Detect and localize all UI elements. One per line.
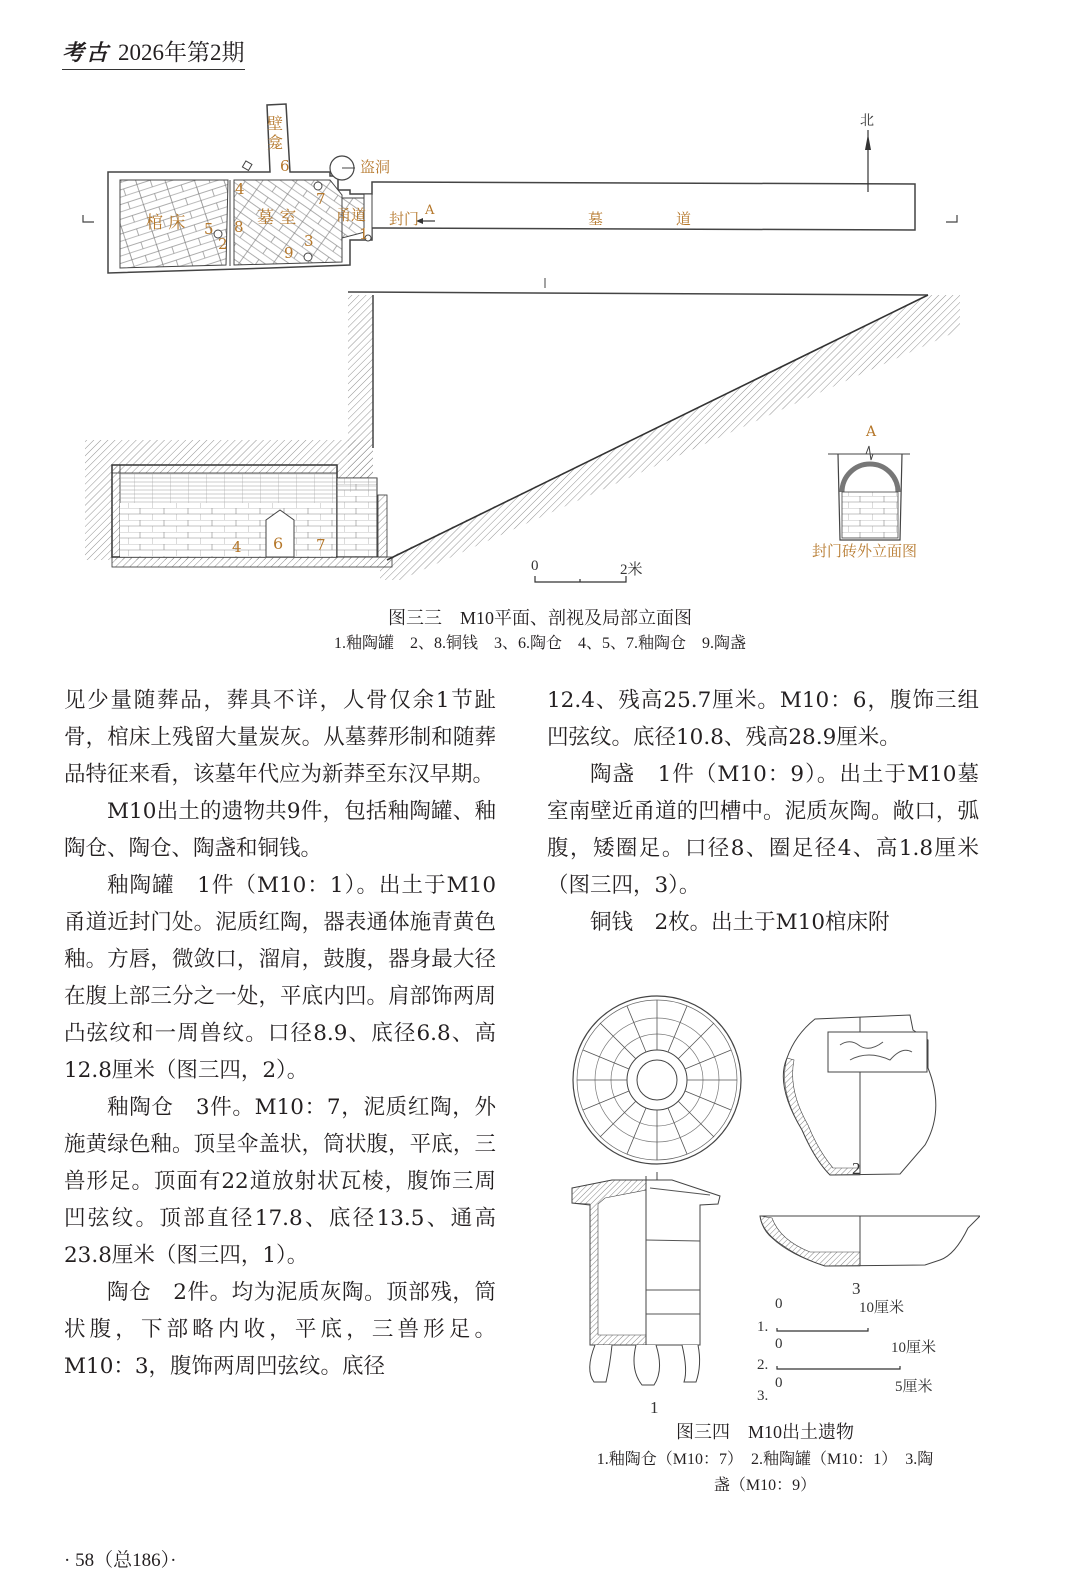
elevation-title: 封门砖外立面图 xyxy=(812,542,918,560)
label-seal-door: 封门 xyxy=(389,210,420,228)
scale-1-label: 1. xyxy=(757,1319,769,1335)
plan-item-8: 8 xyxy=(234,218,244,236)
label-passage: 甬道 xyxy=(336,206,367,224)
north-label: 北 xyxy=(860,113,874,129)
scale-1-zero: 0 xyxy=(775,1296,783,1312)
scale-3-zero: 0 xyxy=(775,1375,783,1391)
figure-34-caption-legend-1: 1.釉陶仓（M10：7） 2.釉陶罐（M10：1） 3.陶 xyxy=(596,1451,934,1468)
plan-item-7: 7 xyxy=(316,190,326,208)
artifact-label-1: 1 xyxy=(650,1398,659,1417)
scale-1-end: 10厘米 xyxy=(859,1300,905,1316)
plan-item-1: 1 xyxy=(359,225,369,243)
figure-34-caption-title: 图三四 M10出土遗物 xyxy=(675,1422,854,1442)
artifact-label-2: 2 xyxy=(852,1159,861,1178)
cup-section xyxy=(760,1216,980,1266)
paragraph: 12.4、残高25.7厘米。M10：6，腹饰三组凹弦纹。底径10.8、残高28.9厘米。 xyxy=(547,688,979,750)
artifact-label-3: 3 xyxy=(852,1279,861,1298)
granary-section xyxy=(572,1176,720,1385)
section-item-4: 4 xyxy=(232,538,242,556)
label-robber-hole: 盗洞 xyxy=(360,158,391,176)
label-coffin-bed: 棺 床 xyxy=(146,213,186,233)
paragraph: 釉陶罐 1件（M10：1）。出土于M10甬道近封门处。泥质红陶，器表通体施青黄色釉。方唇，微敛口，溜肩，鼓腹，器身最大径在腹上部三分之一处，平底内凹。肩部饰两周凸弦纹和一周兽纹。口径8.9、底径6.8、高12.8厘米（图三四，2）。 xyxy=(64,873,496,1083)
issue-label: 2026年第2期 xyxy=(118,40,245,65)
scale-zero: 0 xyxy=(531,558,539,574)
section-item-7: 7 xyxy=(316,536,326,554)
text-column-right xyxy=(547,682,979,941)
jar-section xyxy=(783,1015,936,1178)
journal-logo: 考古 xyxy=(62,40,111,66)
plan-item-4: 4 xyxy=(235,180,245,198)
page-number: · 58（总186）· xyxy=(64,1550,177,1571)
plan-item-6: 6 xyxy=(280,157,290,175)
label-chamber: 墓 室 xyxy=(257,208,297,228)
tomb-plan-section-svg xyxy=(80,100,980,600)
scale-end: 2米 xyxy=(620,562,643,578)
granary-top-view xyxy=(573,996,741,1182)
paragraph: 见少量随葬品，葬具不详，人骨仅余1节趾骨，棺床上残留大量炭灰。从墓葬形制和随葬品特征来看，该墓年代应为新莽至东汉早期。 xyxy=(64,688,496,787)
scale-2-label: 2. xyxy=(757,1357,769,1373)
paragraph: 釉陶仓 3件。M10：7，泥质红陶，外施黄绿色釉。顶呈伞盖状，筒状腹，平底，三兽形足。顶面有22道放射状瓦棱，腹饰三周凹弦纹。顶部直径17.8、底径13.5、通高23.8厘米（图三四，1）。 xyxy=(64,1095,496,1268)
plan-item-9: 9 xyxy=(284,244,294,262)
figure-33-drawing xyxy=(80,100,980,600)
label-ramp-2: 道 xyxy=(676,210,692,228)
scale-2-end: 10厘米 xyxy=(891,1340,937,1356)
paragraph: M10出土的遗物共9件，包括釉陶罐、釉陶仓、陶仓、陶盏和铜钱。 xyxy=(64,799,496,861)
paragraph: 陶仓 2件。均为泥质灰陶。顶部残，筒状腹，下部略内收，平底，三兽形足。M10：3，腹饰两周凹弦纹。底径 xyxy=(64,1280,496,1379)
label-niche: 壁龛 xyxy=(267,114,284,152)
running-header xyxy=(62,30,245,70)
paragraph: 陶盏 1件（M10：9）。出土于M10墓室南壁近甬道的凹槽中。泥质灰陶。敞口，弧腹，矮圈足。口径8、圈足径4、高1.8厘米（图三四，3）。 xyxy=(547,762,979,898)
plan-item-2: 2 xyxy=(218,235,228,253)
paragraph: 铜钱 2枚。出土于M10棺床附 xyxy=(590,910,890,935)
figure-34-caption-legend-2: 盏（M10：9） xyxy=(713,1477,817,1494)
label-section-a: A xyxy=(425,203,435,218)
scale-2-zero: 0 xyxy=(775,1336,783,1352)
figure-33-caption-title: 图三三 M10平面、剖视及局部立面图 xyxy=(387,608,692,628)
elevation-mark-a: A xyxy=(866,424,877,440)
figure-34-drawing xyxy=(550,990,980,1417)
section-item-6: 6 xyxy=(273,534,284,553)
plan-item-5: 5 xyxy=(204,220,214,238)
label-ramp-1: 墓 xyxy=(588,210,604,228)
scale-3-end: 5厘米 xyxy=(895,1379,933,1395)
text-column-left xyxy=(64,682,496,1385)
scale-3-label: 3. xyxy=(757,1388,769,1404)
plan-item-3: 3 xyxy=(304,232,314,250)
figure-33-caption-legend: 1.釉陶罐 2、8.铜钱 3、6.陶仓 4、5、7.釉陶仓 9.陶盏 xyxy=(333,635,746,652)
